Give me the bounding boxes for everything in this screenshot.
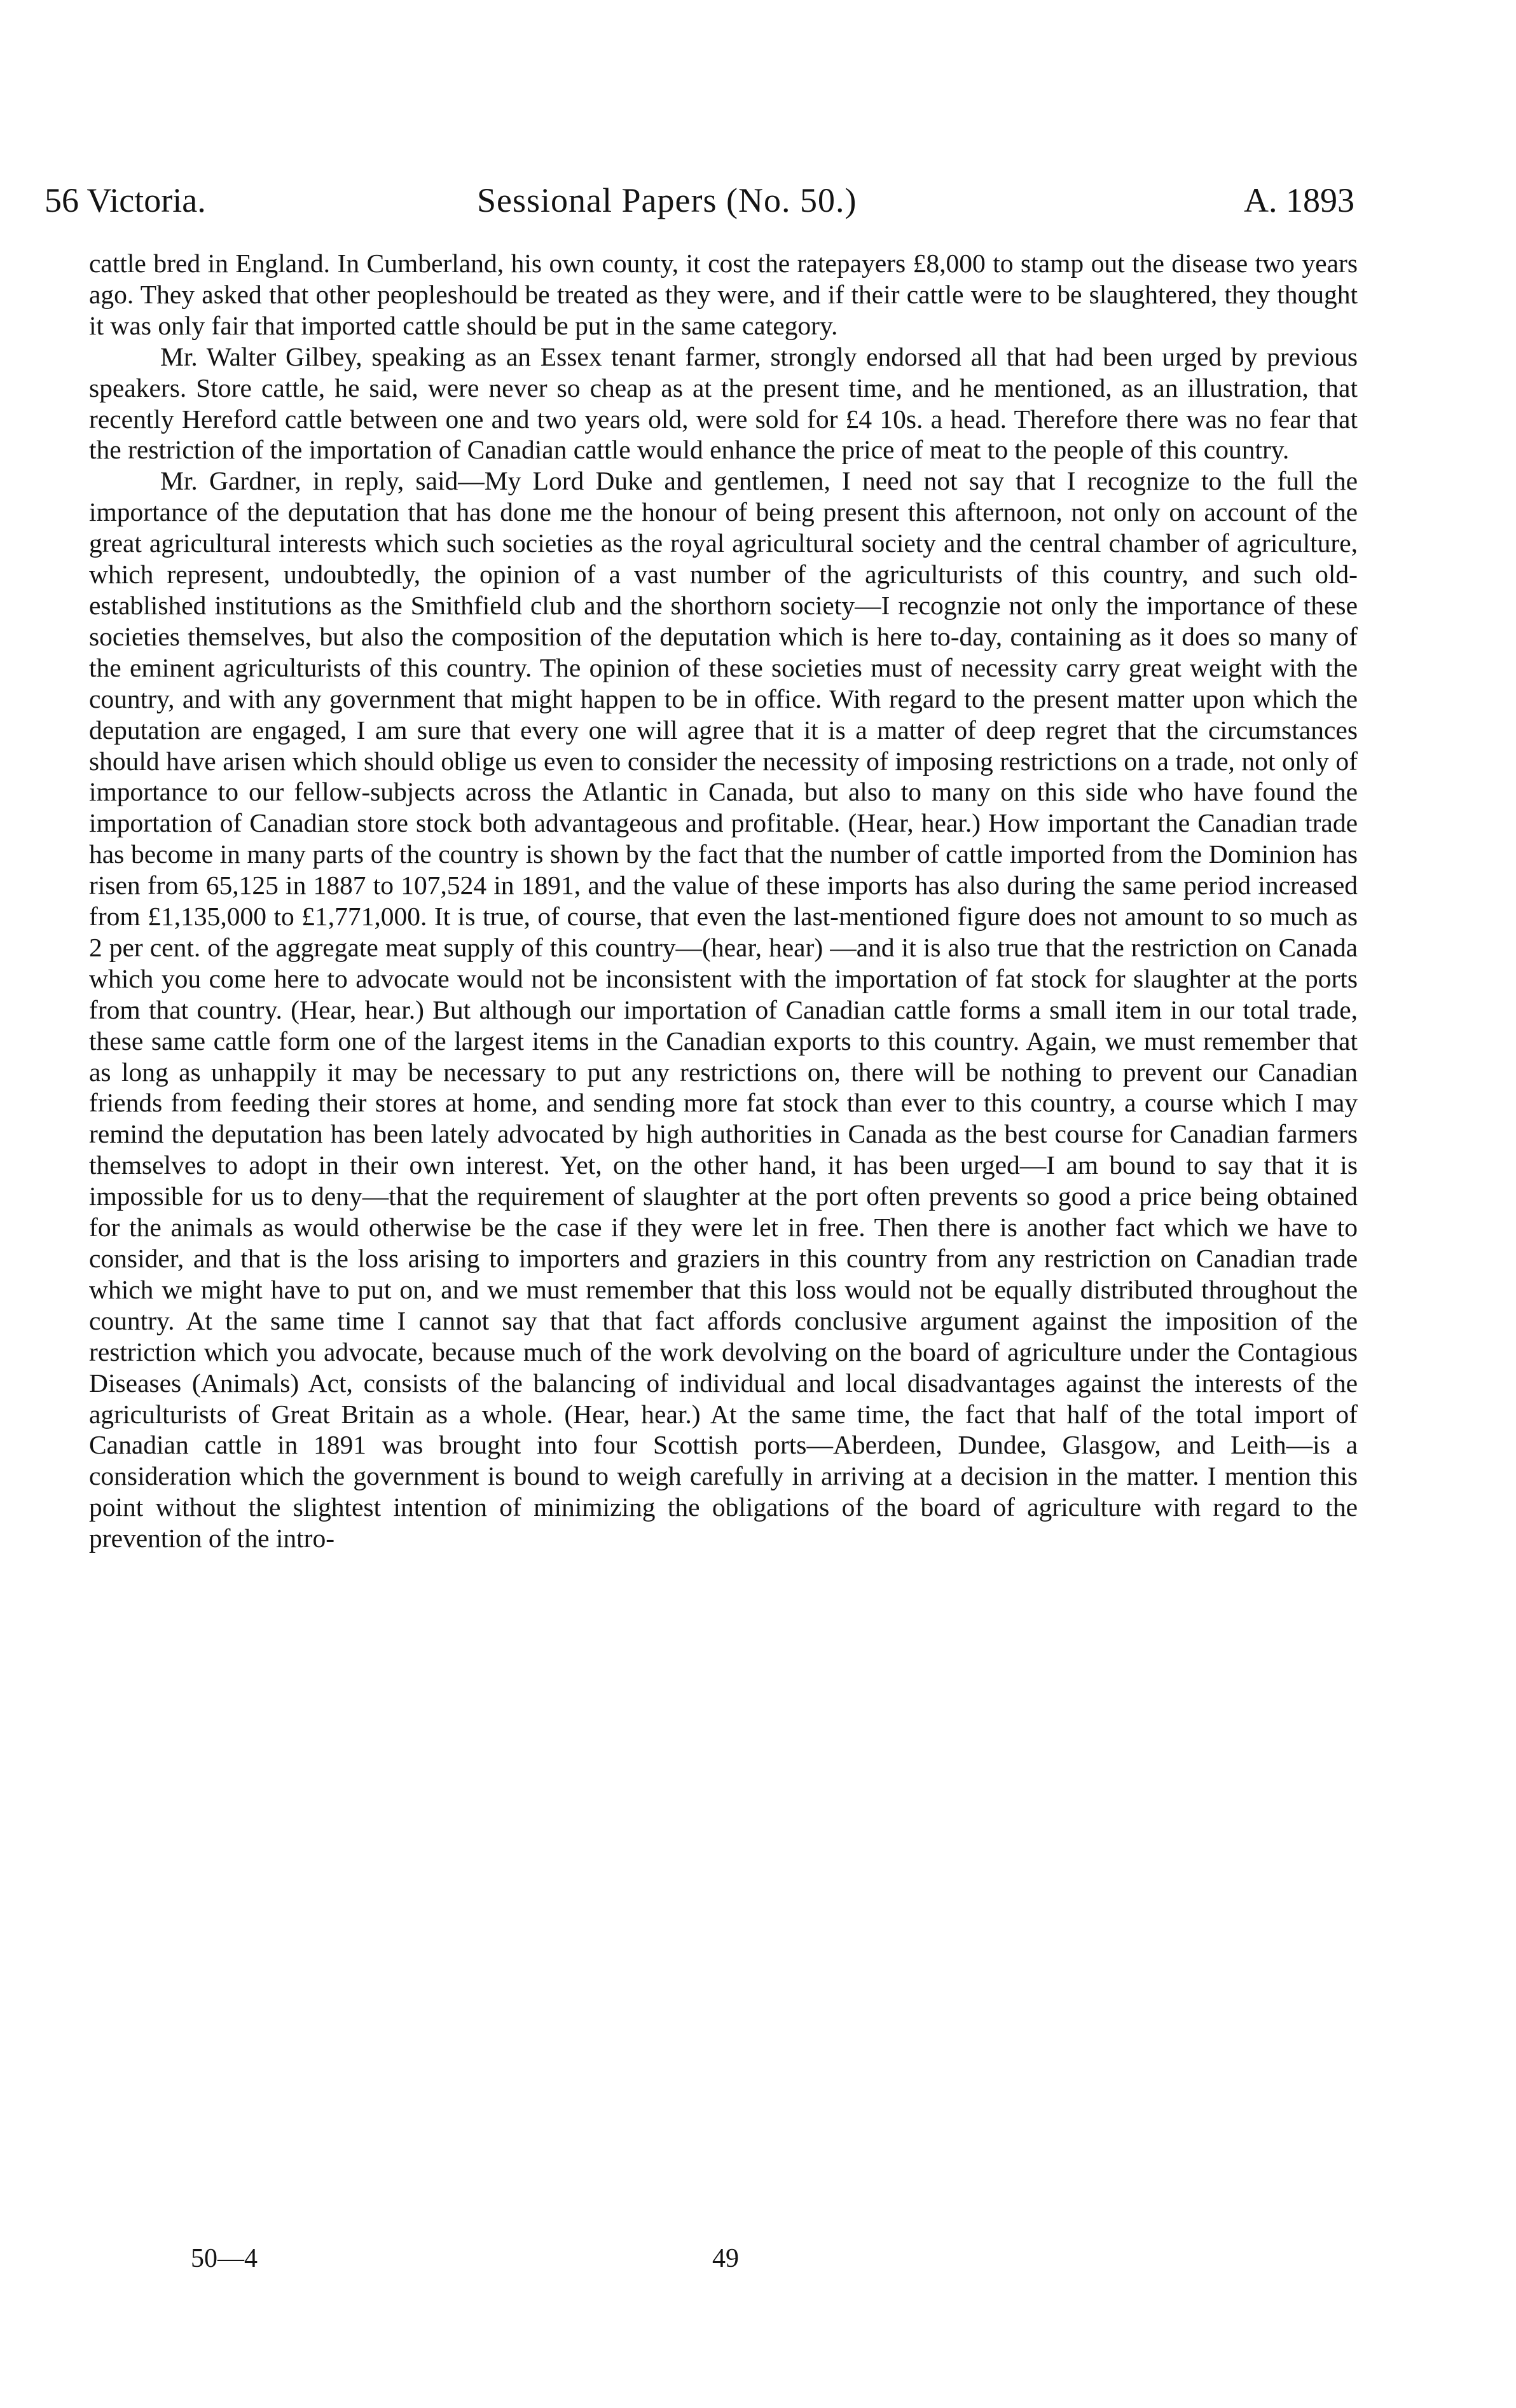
page-number: 49	[712, 2244, 739, 2273]
header-session: 56 Victoria.	[45, 181, 206, 219]
paragraph-continuation: cattle bred in England. In Cumberland, his own county, it cost the ratepayers £8,000 to stamp out the disease two years ago. They asked that other peopleshould be treated as they were, and if their cattle were to be slaughtered, they thought it was only fair that imported cattle should be put in the same category.	[89, 249, 1358, 340]
signature-mark: 50—4	[191, 2244, 258, 2273]
paragraph-gilbey: Mr. Walter Gilbey, speaking as an Essex tenant farmer, strongly endorsed all that had been urged by previous speakers. Store cattle, he said, were never so cheap as at the present time, and he mentioned, as an illustration, that recently Hereford cattle between one and two years old, were sold for £4 10s. a head. Therefore there was no fear that the restriction of the importation of Canadian cattle would enhance the price of meat to the people of this country.	[89, 341, 1358, 465]
body-text	[89, 248, 1358, 1554]
header-publication: Sessional Papers (No. 50.)	[477, 181, 857, 219]
header-year: A. 1893	[1244, 181, 1354, 219]
page-footer	[191, 2239, 1208, 2278]
running-header	[45, 175, 1354, 226]
paragraph-gardner-reply: Mr. Gardner, in reply, said—My Lord Duke and gentlemen, I need not say that I recognize to the full the importance of the deputation that has done me the honour of being present this afternoon, not only on account of the great agricultural interests which such societies as the royal agricultural society and the central chamber of agriculture, which represent, undoubtedly, the opinion of a vast number of the agriculturists of this country, and such old-established institutions as the Smithfield club and the shorthorn society—I recognzie not only the importance of these societies themselves, but also the composition of the deputation which is here to-day, containing as it does so many of the eminent agriculturists of this country. The opinion of these societies must of necessity carry great weight with the country, and with any government that might happen to be in office. With regard to the present matter upon which the deputation are engaged, I am sure that every one will agree that it is a matter of deep regret that the circumstances should have arisen which should oblige us even to consider the necessity of imposing restrictions on a trade, not only of importance to our fellow-subjects across the Atlantic in Canada, but also to many on this side who have found the importation of Canadian store stock both advantageous and profitable. (Hear, hear.) How important the Canadian trade has become in many parts of the country is shown by the fact that the number of cattle imported from the Dominion has risen from 65,125 in 1887 to 107,524 in 1891, and the value of these imports has also during the same period increased from £1,135,000 to £1,771,000. It is true, of course, that even the last-mentioned figure does not amount to so much as 2 per cent. of the aggregate meat supply of this country—(hear, hear) —and it is also true that the restriction on Canada which you come here to advocate would not be inconsistent with the importation of fat stock for slaughter at the ports from that country. (Hear, hear.) But although our importation of Canadian cattle forms a small item in our total trade, these same cattle form one of the largest items in the Canadian exports to this country. Again, we must remember that as long as unhappily it may be necessary to put any restrictions on, there will be nothing to prevent our Canadian friends from feeding their stores at home, and sending more fat stock than ever to this country, a course which I may remind the deputation has been lately advocated by high authorities in Canada as the best course for Canadian farmers themselves to adopt in their own interest. Yet, on the other hand, it has been urged—I am bound to say that it is impossible for us to deny—that the requirement of slaughter at the port often prevents so good a price being obtained for the animals as would otherwise be the case if they were let in free. Then there is another fact which we have to consider, and that is the loss arising to importers and graziers in this country from any restriction on Canadian trade which we might have to put on, and we must remember that this loss would not be equally distributed throughout the country. At the same time I cannot say that that fact affords conclusive argument against the imposition of the restriction which you advocate, because much of the work devolving on the board of agriculture under the Contagious Diseases (Animals) Act, consists of the balancing of individual and local disadvantages against the interests of the agriculturists of Great Britain as a whole. (Hear, hear.) At the same time, the fact that half of the total import of Canadian cattle in 1891 was brought into four Scottish ports—Aberdeen, Dundee, Glasgow, and Leith—is a consideration which the government is bound to weigh carefully in arriving at a decision in the matter. I mention this point without the slightest intention of minimizing the obligations of the board of agriculture with regard to the prevention of the intro-	[89, 466, 1358, 1553]
